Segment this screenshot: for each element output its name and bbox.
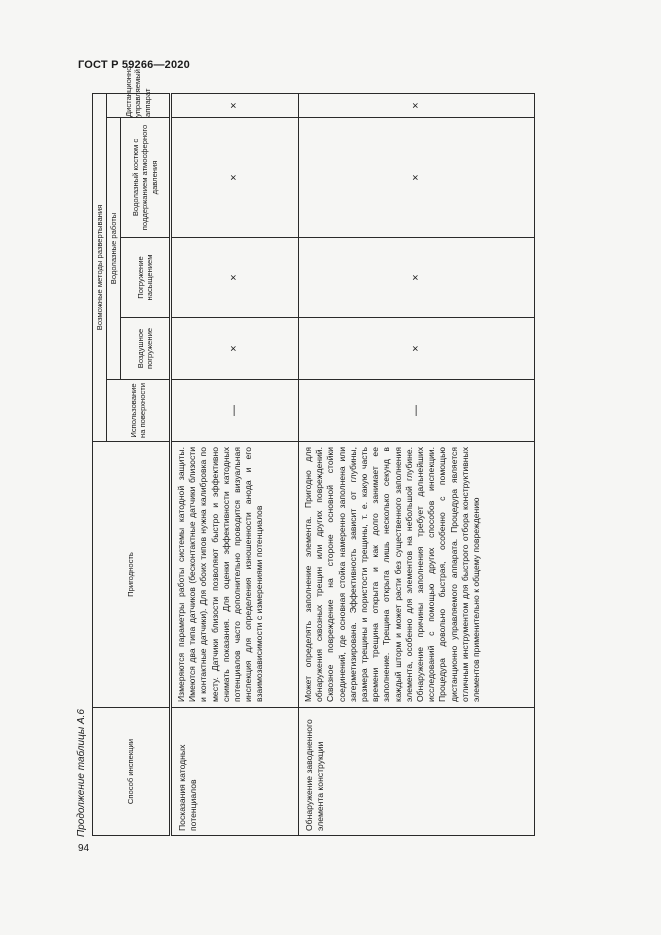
row-diving-suit-mark: × bbox=[171, 118, 299, 238]
header-method: Способ инспекции bbox=[93, 708, 171, 836]
row-surface-mark: — bbox=[171, 380, 299, 442]
row-surface-mark: — bbox=[299, 380, 535, 442]
row-rov-mark: × bbox=[299, 94, 535, 118]
row-method: Посказания катодных потенциалов bbox=[171, 708, 299, 836]
row-rov-mark: × bbox=[171, 94, 299, 118]
row-saturation-mark: × bbox=[171, 238, 299, 318]
table-caption: Продолжение таблицы А.6 bbox=[76, 709, 87, 837]
row-saturation-mark: × bbox=[299, 238, 535, 318]
rotated-table bbox=[92, 66, 534, 836]
row-air-diving-mark: × bbox=[299, 318, 535, 380]
inspection-methods-table bbox=[92, 66, 535, 836]
row-description: Измеряются параметры работы системы катодной защиты. Имеются два типа датчиков (бесконтактные датчики близости и контактные датчики). Для обоих типов нужна калибровка по месту. Датчики близости позволяют быстро и эффективно снимать показания. Для оценки эффективности катодных потенциалов часто дополнительно проводится визуальная инспекция для определения изношенности анода и его взаимозависимости с измерениями потенциалов bbox=[171, 442, 299, 708]
header-suitability: Пригодность bbox=[93, 442, 171, 708]
page-number: 94 bbox=[78, 843, 90, 854]
header-deployment-methods: Возможные методы развертывания bbox=[93, 94, 107, 442]
row-air-diving-mark: × bbox=[171, 318, 299, 380]
table-row bbox=[171, 94, 299, 836]
row-method: Обнаружение заводненного элемента конструкции bbox=[299, 708, 535, 836]
header-diving-works: Водолазные работы bbox=[107, 118, 121, 380]
header-air-diving: Воздушное погружение bbox=[121, 318, 171, 380]
header-atmospheric-diving-suit: Водолазный костюм с поддержанием атмосферного давления bbox=[121, 118, 171, 238]
row-description: Может определять заполнение элемента. Пригодно для обнаружения сквозных трещин или других повреждений. Сквозное повреждение на стороне основной стойки соединений, где основная стойка намеренно заполнена или загерметизирована. Эффективность зависит от глубины, размера трещины и пористости трещины, т. е. какую часть времени трещина открыта и как долго занимает ее заполнение. Трещина открыта лишь несколько секунд в каждый шторм и может расти без существенного заполнения элемента, особенно для элементов на небольшой глубине. Обнаружение причины заполнения требует дальнейших исследований с помощью других способов инспекции. Процедура довольно быстрая, особенно с помощью дистанционно управляемого аппарата. Процедура является отличным инструментом для быстрого отбора конструктивных элементов применительно к общему повреждению bbox=[299, 442, 535, 708]
row-diving-suit-mark: × bbox=[299, 118, 535, 238]
header-surface: Использование на поверхности bbox=[107, 380, 171, 442]
table-row bbox=[299, 94, 535, 836]
header-saturation-diving: Погружение насыщением bbox=[121, 238, 171, 318]
header-rov: Дистанционно управляемый аппарат bbox=[107, 94, 171, 118]
document-title: ГОСТ Р 59266—2020 bbox=[78, 59, 190, 71]
